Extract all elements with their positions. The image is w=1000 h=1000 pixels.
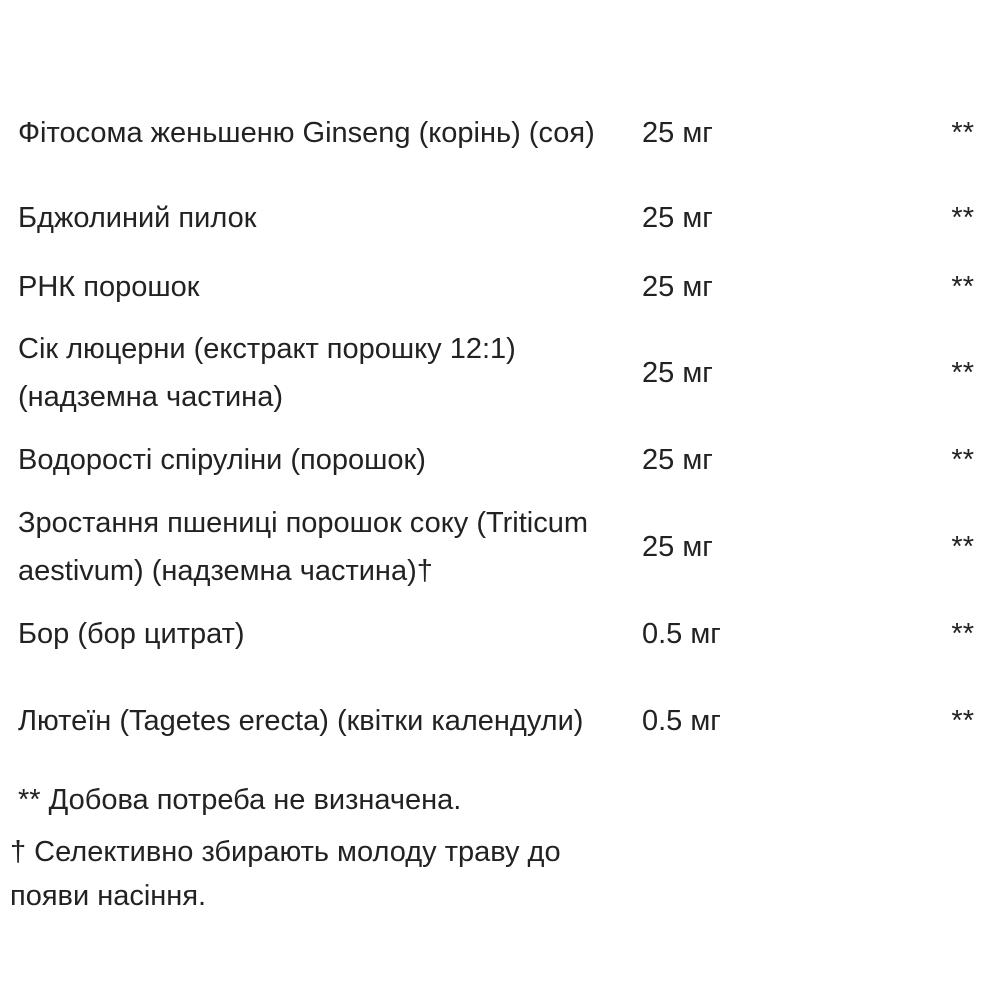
ingredient-name: Сік люцерни (екстракт порошку 12:1) (надземна частина) <box>18 333 516 413</box>
daily-value-mark: ** <box>951 705 974 737</box>
ingredient-amount: 25 мг <box>642 271 713 303</box>
ingredient-amount: 25 мг <box>642 444 713 476</box>
table-row <box>0 599 1000 669</box>
footnotes <box>0 774 640 918</box>
daily-value-mark: ** <box>951 271 974 303</box>
table-row <box>0 669 1000 773</box>
ingredient-amount: 25 мг <box>642 357 713 389</box>
table-row <box>0 321 1000 425</box>
ingredient-amount: 25 мг <box>642 117 713 149</box>
ingredient-name: Фітосома женьшеню Ginseng (корінь) (соя) <box>18 117 595 149</box>
ingredient-amount: 25 мг <box>642 202 713 234</box>
ingredient-amount: 0.5 мг <box>642 618 721 650</box>
table-row <box>0 425 1000 495</box>
ingredient-name: Бджолиний пилок <box>18 202 257 234</box>
ingredient-name: Лютеїн (Tagetes erecta) (квітки календули) <box>18 705 584 737</box>
footnote-dagger: † Селективно збирають молоду траву до появи насіння. <box>10 836 561 912</box>
ingredient-amount: 0.5 мг <box>642 705 721 737</box>
table-row <box>0 495 1000 599</box>
ingredient-amount: 25 мг <box>642 531 713 563</box>
daily-value-mark: ** <box>951 357 974 389</box>
supplement-facts-table <box>0 83 1000 773</box>
daily-value-mark: ** <box>951 117 974 149</box>
table-row <box>0 253 1000 321</box>
daily-value-mark: ** <box>951 444 974 476</box>
daily-value-mark: ** <box>951 618 974 650</box>
ingredient-name: Бор (бор цитрат) <box>18 618 245 650</box>
ingredient-name: Водорості спіруліни (порошок) <box>18 444 426 476</box>
daily-value-mark: ** <box>951 531 974 563</box>
table-row <box>0 83 1000 183</box>
ingredient-name: Зростання пшениці порошок соку (Triticum aestivum) (надземна частина)† <box>18 507 589 587</box>
table-row <box>0 183 1000 253</box>
daily-value-mark: ** <box>951 202 974 234</box>
ingredient-name: РНК порошок <box>18 271 200 303</box>
footnote-daily-value: ** Добова потреба не визначена. <box>18 784 462 816</box>
